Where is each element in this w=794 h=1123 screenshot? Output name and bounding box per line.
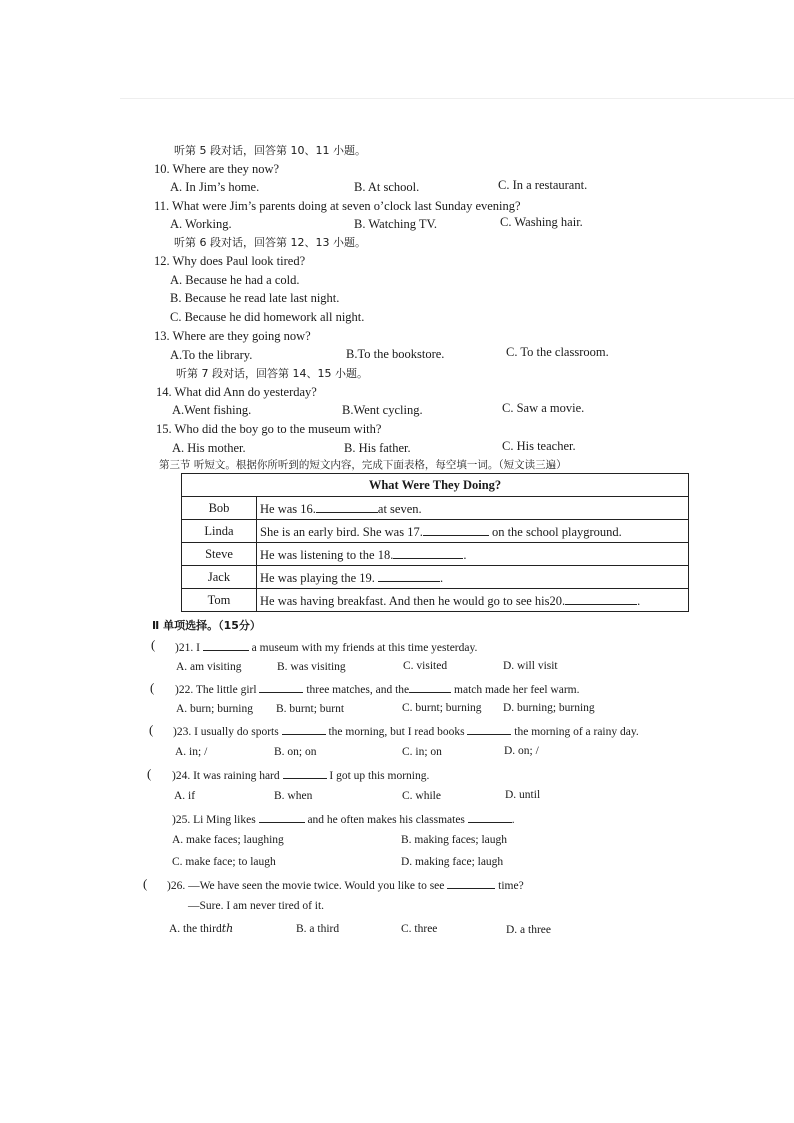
question-15-option-c: C. His teacher. <box>502 439 576 453</box>
question-15-option-a: A. His mother. <box>172 441 246 455</box>
row-name: Jack <box>182 566 257 589</box>
question-11-option-b: B. Watching TV. <box>354 217 438 231</box>
row-sentence: He was listening to the 18. . <box>257 543 689 566</box>
question-25-option-b: B. making faces; laugh <box>401 834 508 846</box>
question-25-option-a: A. make faces; laughing <box>172 834 284 846</box>
row-name: Tom <box>182 589 257 612</box>
question-10-option-c: C. In a restaurant. <box>498 178 588 192</box>
question-26-option-b: B. a third <box>296 923 340 935</box>
question-23-option-a: A. in; / <box>175 746 208 758</box>
question-26-option-c: C. three <box>401 923 438 935</box>
section-5-header: 听第 5 段对话，回答第 10、11 小题。 <box>174 144 366 157</box>
answer-blank-18[interactable] <box>393 546 463 559</box>
question-12-option-a: A. Because he had a cold. <box>170 273 300 287</box>
question-24-stem: )24. It was raining hard I got up this morning. <box>172 766 429 784</box>
question-23-stem: )23. I usually do sports the morning, but I read books the morning of a rainy day. <box>173 722 639 740</box>
question-23-option-b: B. on; on <box>274 746 317 758</box>
question-15-option-b: B. His father. <box>344 441 411 455</box>
section-7-header: 听第 7 段对话，回答第 14、15 小题。 <box>176 367 368 380</box>
question-23-option-c: C. in; on <box>402 746 442 758</box>
table-row <box>182 589 689 612</box>
question-22-option-a: A. burn; burning <box>176 703 253 715</box>
blank <box>447 876 495 889</box>
answer-blank-16[interactable] <box>316 500 378 513</box>
question-12-option-b: B. Because he read late last night. <box>170 291 340 305</box>
question-22-option-c: C. burnt; burning <box>402 702 482 714</box>
blank <box>282 722 326 735</box>
row-sentence: He was 16. at seven. <box>257 497 689 520</box>
answer-paren[interactable]: ( <box>143 876 148 891</box>
question-10-stem: 10. Where are they now? <box>154 162 280 176</box>
question-14-option-a: A.Went fishing. <box>172 403 252 417</box>
question-21-option-a: A. am visiting <box>176 661 242 673</box>
blank <box>259 680 303 693</box>
handwritten-note: th <box>221 922 234 935</box>
question-21-option-b: B. was visiting <box>277 661 346 673</box>
blank <box>203 638 249 651</box>
question-14-option-b: B.Went cycling. <box>342 403 423 417</box>
table-row <box>182 543 689 566</box>
answer-paren[interactable]: ( <box>151 637 156 652</box>
section-6-header: 听第 6 段对话，回答第 12、13 小题。 <box>174 236 366 249</box>
question-26-stem: )26. —We have seen the movie twice. Would you like to see time? <box>167 876 524 894</box>
answer-paren[interactable]: ( <box>150 680 155 695</box>
question-25-option-c: C. make face; to laugh <box>172 856 276 868</box>
blank <box>468 810 512 823</box>
question-10-option-b: B. At school. <box>354 180 420 194</box>
blank <box>467 722 511 735</box>
section-3-header: 第三节 听短文。根据你所听到的短文内容，完成下面表格，每空填一词。（短文读三遍） <box>159 459 567 471</box>
scan-edge-line <box>120 98 794 99</box>
question-11-option-a: A. Working. <box>170 217 232 231</box>
question-13-option-c: C. To the classroom. <box>506 345 609 359</box>
row-sentence: She is an early bird. She was 17. on the school playground. <box>257 520 689 543</box>
question-23-option-d: D. on; / <box>504 745 539 757</box>
question-11-stem: 11. What were Jim’s parents doing at seven o’clock last Sunday evening? <box>154 199 521 213</box>
question-10-option-a: A. In Jim’s home. <box>170 180 260 194</box>
what-were-they-doing-table <box>181 473 689 612</box>
question-26-reply: —Sure. I am never tired of it. <box>188 900 325 912</box>
answer-blank-20[interactable] <box>565 592 637 605</box>
blank <box>409 680 451 693</box>
row-sentence: He was having breakfast. And then he would go to see his20. . <box>257 589 689 612</box>
question-26-option-a: A. the thirdth <box>169 922 234 935</box>
question-15-stem: 15. Who did the boy go to the museum with? <box>156 422 382 436</box>
question-13-stem: 13. Where are they going now? <box>154 329 311 343</box>
question-24-option-b: B. when <box>274 790 313 802</box>
question-13-option-a: A.To the library. <box>170 348 253 362</box>
answer-blank-19[interactable] <box>378 569 440 582</box>
question-14-stem: 14. What did Ann do yesterday? <box>156 385 317 399</box>
question-12-stem: 12. Why does Paul look tired? <box>154 254 306 268</box>
question-12-option-c: C. Because he did homework all night. <box>170 310 365 324</box>
row-sentence: He was playing the 19. . <box>257 566 689 589</box>
table-title: What Were They Doing? <box>182 474 689 497</box>
blank <box>283 766 327 779</box>
question-24-option-a: A. if <box>174 790 196 802</box>
answer-blank-17[interactable] <box>423 523 489 536</box>
row-name: Linda <box>182 520 257 543</box>
blank <box>259 810 305 823</box>
question-24-option-c: C. while <box>402 790 441 802</box>
question-22-option-d: D. burning; burning <box>503 702 595 714</box>
question-22-option-b: B. burnt; burnt <box>276 703 345 715</box>
table-row <box>182 566 689 589</box>
question-11-option-c: C. Washing hair. <box>500 215 583 229</box>
question-14-option-c: C. Saw a movie. <box>502 401 585 415</box>
answer-paren[interactable]: ( <box>147 766 152 781</box>
question-13-option-b: B.To the bookstore. <box>346 347 445 361</box>
question-26-option-d: D. a three <box>506 924 552 936</box>
part-2-header: Ⅱ 单项选择。（15分） <box>152 619 261 632</box>
question-24-option-d: D. until <box>505 789 541 801</box>
question-21-stem: )21. I a museum with my friends at this time yesterday. <box>175 638 477 656</box>
question-21-option-d: D. will visit <box>503 660 558 672</box>
question-25-stem: )25. Li Ming likes and he often makes his classmates . <box>172 810 515 828</box>
question-21-option-c: C. visited <box>403 660 448 672</box>
question-22-stem: )22. The little girl three matches, and the match made her feel warm. <box>175 680 580 698</box>
row-name: Steve <box>182 543 257 566</box>
question-25-option-d: D. making face; laugh <box>401 856 504 868</box>
row-name: Bob <box>182 497 257 520</box>
table-row <box>182 497 689 520</box>
table-row <box>182 520 689 543</box>
table-title-row <box>182 474 689 497</box>
answer-paren[interactable]: ( <box>149 722 154 737</box>
